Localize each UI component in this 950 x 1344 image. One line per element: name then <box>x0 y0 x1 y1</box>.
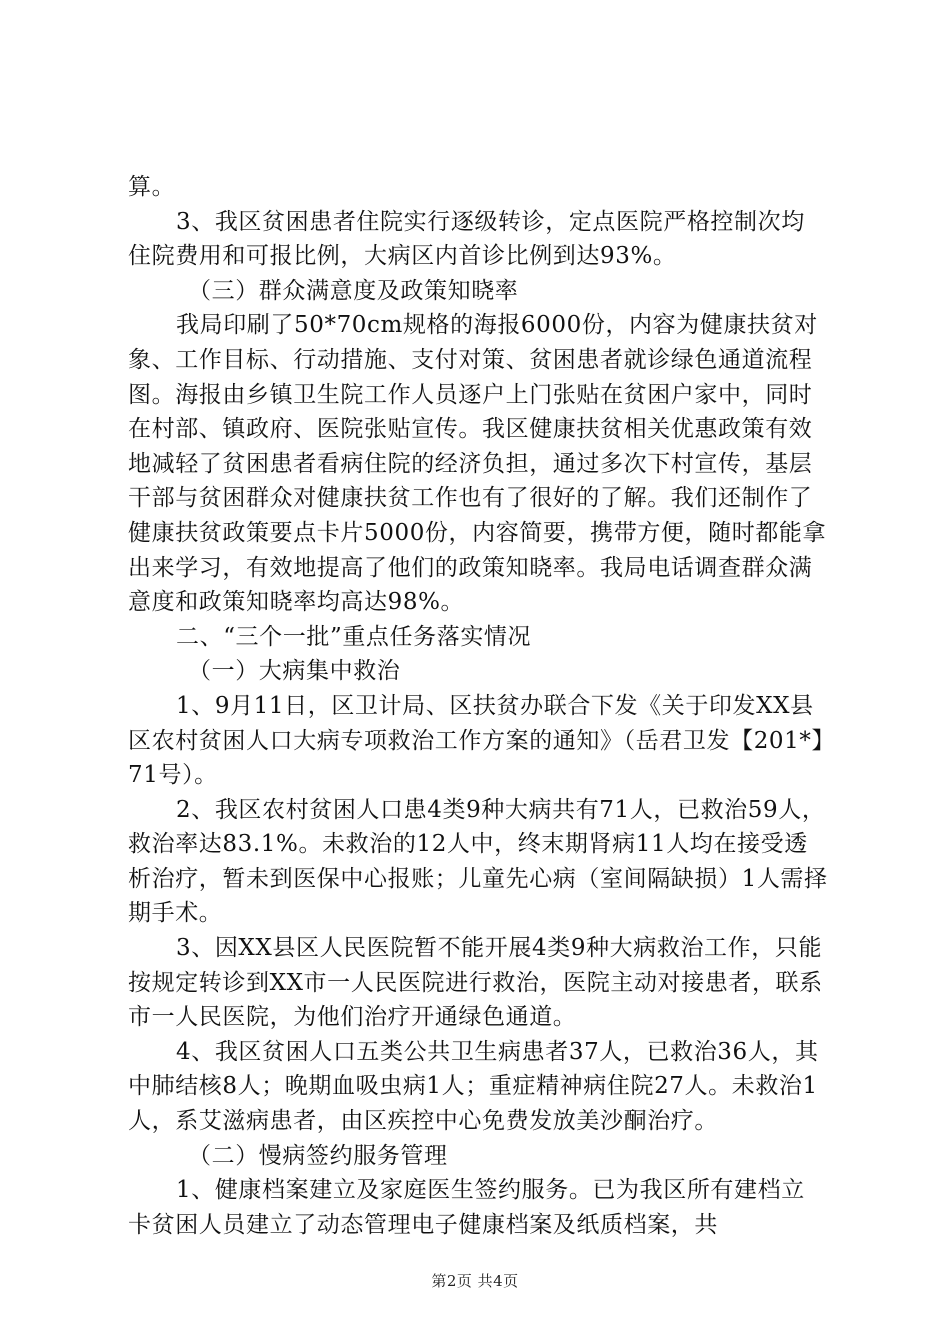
document-body <box>128 170 828 1242</box>
paragraph-item-1: 1、9月11日，区卫计局、区扶贫办联合下发《关于印发XX县区农村贫困人口大病专项救治工作方案的通知》（岳君卫发【201*】71号）。 <box>128 692 824 789</box>
paragraph-item-4: 4、我区贫困人口五类公共卫生病患者37人，已救治36人，其中肺结核8人；晚期血吸虫病1人；重症精神病住院27人。未救治1人，系艾滋病患者，由区疾控中心免费发放美沙酮治疗。 <box>128 1038 819 1135</box>
section-heading-three-batches: 二、“三个一批”重点任务落实情况 <box>176 623 532 650</box>
paragraph-poster-campaign: 我局印刷了50*70cm规格的海报6000份，内容为健康扶贫对象、工作目标、行动措施、支付对策、贫困患者就诊绿色通道流程图。海报由乡镇卫生院工作人员逐户上门张贴在贫困户家中，同时在村部、镇政府、医院张贴宣传。我区健康扶贫相关优惠政策有效地减轻了贫困患者看病住院的经济负担，通过多次下村宣传，基层干部与贫困群众对健康扶贫工作也有了很好的了解。我们还制作了健康扶贫政策要点卡片5000份，内容简要，携带方便，随时都能拿出来学习，有效地提高了他们的政策知晓率。我局电话调查群众满意度和政策知晓率均高达98%。 <box>128 312 827 616</box>
section-heading-major-illness: （一）大病集中救治 <box>188 658 401 685</box>
paragraph-continuation: 算。 <box>128 174 176 200</box>
section-heading-chronic-disease: （二）慢病签约服务管理 <box>188 1142 448 1169</box>
paragraph-item-2: 2、我区农村贫困人口患4类9种大病共有71人，已救治59人，救治率达83.1%。未救治的12人中，终末期肾病11人均在接受透析治疗，暂未到医保中心报账；儿童先心病（室间隔缺损）1人需择期手术。 <box>128 796 828 927</box>
paragraph-health-records: 1、健康档案建立及家庭医生签约服务。已为我区所有建档立卡贫困人员建立了动态管理电子健康档案及纸质档案，共 <box>128 1177 805 1238</box>
paragraph-referral-rate: 3、我区贫困患者住院实行逐级转诊，定点医院严格控制次均住院费用和可报比例，大病区内首诊比例到达93%。 <box>128 208 805 270</box>
section-heading-satisfaction: （三）群众满意度及政策知晓率 <box>188 277 519 304</box>
paragraph-item-3: 3、因XX县区人民医院暂不能开展4类9种大病救治工作，只能按规定转诊到XX市一人民医院进行救治，医院主动对接患者，联系市一人民医院，为他们治疗开通绿色通道。 <box>128 935 823 1031</box>
page-number-footer: 第2页 共4页 <box>431 1272 519 1290</box>
